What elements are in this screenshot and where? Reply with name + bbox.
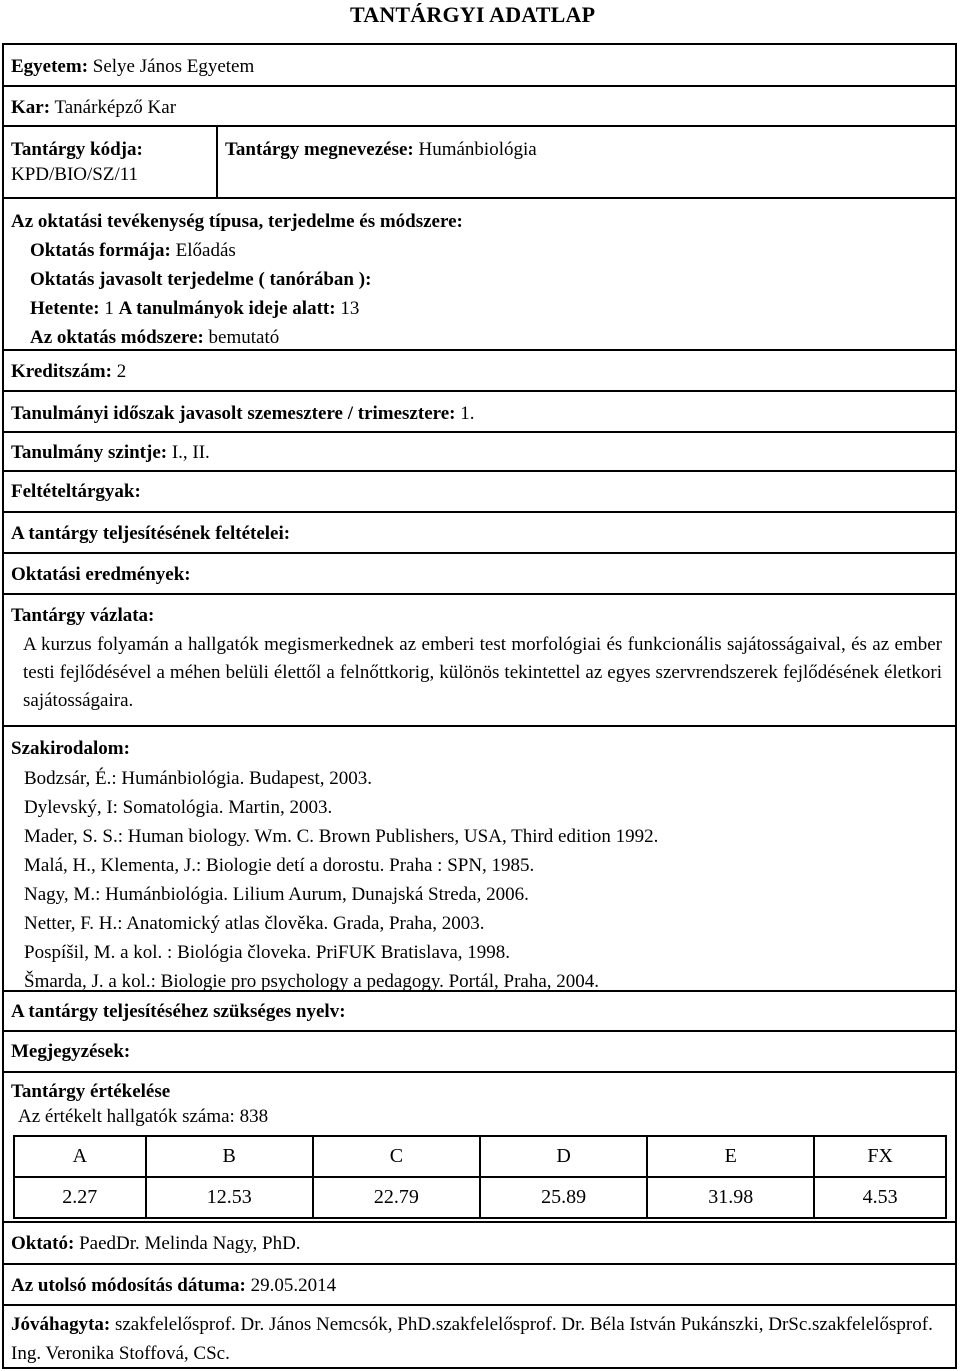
grade-percentage: 12.53 bbox=[146, 1177, 313, 1218]
grades-table bbox=[13, 1135, 947, 1219]
evaluated-count: Az értékelt hallgatók száma: 838 bbox=[18, 1106, 269, 1127]
teaching-form-label: Oktatás formája: bbox=[30, 240, 171, 261]
teaching-heading: Az oktatási tevékenység típusa, terjedelme és módszere: bbox=[11, 211, 463, 232]
teacher-row bbox=[4, 1223, 955, 1265]
approved-label: Jóváhagyta: bbox=[11, 1314, 111, 1335]
language-row bbox=[4, 992, 955, 1032]
approved-value: szakfelelősprof. Dr. János Nemcsók, PhD.szakfelelősprof. Dr. Béla István Pukánszki, DrSc.szakfelelősprof. Ing. Veronika Stoffová, CSc. bbox=[11, 1314, 933, 1364]
teacher-label: Oktató: bbox=[11, 1233, 75, 1254]
literature-item: Šmarda, J. a kol.: Biologie pro psychology a pedagogy. Portál, Praha, 2004. bbox=[24, 971, 600, 992]
university-label: Egyetem: bbox=[11, 56, 89, 77]
literature-item: Pospíšil, M. a kol. : Biológia človeka. PriFUK Bratislava, 1998. bbox=[24, 942, 511, 963]
weekly-label: Hetente: bbox=[30, 298, 100, 319]
syllabus-label: Tantárgy vázlata: bbox=[11, 605, 155, 626]
literature-item: Netter, F. H.: Anatomický atlas člověka. Grada, Praha, 2003. bbox=[24, 913, 485, 934]
grade-letter: C bbox=[313, 1136, 480, 1177]
evaluation-row bbox=[4, 1073, 955, 1223]
level-value: I., II. bbox=[171, 442, 210, 463]
course-name-label: Tantárgy megnevezése: bbox=[225, 139, 414, 160]
course-name-value: Humánbiológia bbox=[418, 139, 537, 160]
literature-item: Nagy, M.: Humánbiológia. Lilium Aurum, Dunajská Streda, 2006. bbox=[24, 884, 529, 905]
semester-value: 1. bbox=[460, 403, 475, 424]
grade-letter: A bbox=[14, 1136, 146, 1177]
course-code-label: Tantárgy kódja: bbox=[11, 139, 143, 160]
last-modified-label: Az utolsó módosítás dátuma: bbox=[11, 1275, 246, 1296]
total-value: 13 bbox=[340, 298, 360, 319]
grade-letter: D bbox=[480, 1136, 647, 1177]
credits-label: Kreditszám: bbox=[11, 361, 112, 382]
document-title: TANTÁRGYI ADATLAP bbox=[350, 2, 596, 27]
semester-label: Tanulmányi időszak javasolt szemesztere / trimesztere: bbox=[11, 403, 456, 424]
last-modified-row bbox=[4, 1265, 955, 1306]
teacher-value: PaedDr. Melinda Nagy, PhD. bbox=[79, 1233, 301, 1254]
literature-item: Dylevský, I: Somatológia. Martin, 2003. bbox=[24, 797, 333, 818]
grade-percentage: 31.98 bbox=[647, 1177, 814, 1218]
grade-percentage: 22.79 bbox=[313, 1177, 480, 1218]
method-label: Az oktatás módszere: bbox=[30, 327, 204, 348]
credits-row bbox=[4, 351, 955, 392]
prerequisites-row bbox=[4, 472, 955, 513]
credits-value: 2 bbox=[116, 361, 127, 382]
grade-percentage: 4.53 bbox=[814, 1177, 946, 1218]
university-row bbox=[4, 45, 955, 87]
conditions-row bbox=[4, 513, 955, 554]
semester-row bbox=[4, 392, 955, 433]
level-row bbox=[4, 433, 955, 472]
faculty-label: Kar: bbox=[11, 97, 51, 118]
literature-row bbox=[4, 727, 955, 992]
outcomes-label: Oktatási eredmények: bbox=[11, 564, 191, 585]
grade-percentage: 2.27 bbox=[14, 1177, 146, 1218]
university-value: Selye János Egyetem bbox=[92, 56, 255, 77]
notes-row bbox=[4, 1032, 955, 1073]
weekly-value: 1 bbox=[104, 298, 114, 319]
literature-item: Mader, S. S.: Human biology. Wm. C. Brown Publishers, USA, Third edition 1992. bbox=[24, 826, 659, 847]
literature-list bbox=[11, 764, 955, 996]
conditions-label: A tantárgy teljesítésének feltételei: bbox=[11, 523, 291, 544]
syllabus-text: A kurzus folyamán a hallgatók megismerkednek az emberi test morfológiai és funkcionális sajátosságaival, és az ember testi fejlődésével a méhen belüli élettől a felnőttkorig, különös tekintettel az egyes szervrendszerek fejlődésének életkori sajátosságaira. bbox=[23, 634, 942, 711]
course-row bbox=[4, 127, 955, 199]
evaluation-heading: Tantárgy értékelése bbox=[11, 1081, 171, 1102]
teaching-form-value: Előadás bbox=[175, 240, 236, 261]
grade-letter: FX bbox=[814, 1136, 946, 1177]
datasheet-table bbox=[2, 43, 957, 1369]
grades-values-row bbox=[14, 1177, 946, 1218]
teaching-scope-heading: Oktatás javasolt terjedelme ( tanórában ): bbox=[30, 269, 372, 290]
syllabus-row bbox=[4, 595, 955, 727]
literature-item: Bodzsár, É.: Humánbiológia. Budapest, 2003. bbox=[24, 768, 373, 789]
total-label: A tanulmányok ideje alatt: bbox=[118, 298, 336, 319]
grade-letter: E bbox=[647, 1136, 814, 1177]
prerequisites-label: Feltételtárgyak: bbox=[11, 481, 141, 502]
notes-label: Megjegyzések: bbox=[11, 1041, 131, 1062]
literature-label: Szakirodalom: bbox=[11, 738, 130, 759]
language-label: A tantárgy teljesítéséhez szükséges nyelv: bbox=[11, 1001, 346, 1022]
grades-header-row bbox=[14, 1136, 946, 1177]
grade-percentage: 25.89 bbox=[480, 1177, 647, 1218]
faculty-row bbox=[4, 87, 955, 127]
grade-letter: B bbox=[146, 1136, 313, 1177]
teaching-row bbox=[4, 199, 955, 351]
method-value: bemutató bbox=[208, 327, 280, 348]
level-label: Tanulmány szintje: bbox=[11, 442, 168, 463]
faculty-value: Tanárképző Kar bbox=[54, 97, 177, 118]
last-modified-value: 29.05.2014 bbox=[250, 1275, 337, 1296]
course-code-value: KPD/BIO/SZ/11 bbox=[11, 164, 139, 185]
outcomes-row bbox=[4, 554, 955, 595]
literature-item: Malá, H., Klementa, J.: Biologie detí a dorostu. Praha : SPN, 1985. bbox=[24, 855, 535, 876]
